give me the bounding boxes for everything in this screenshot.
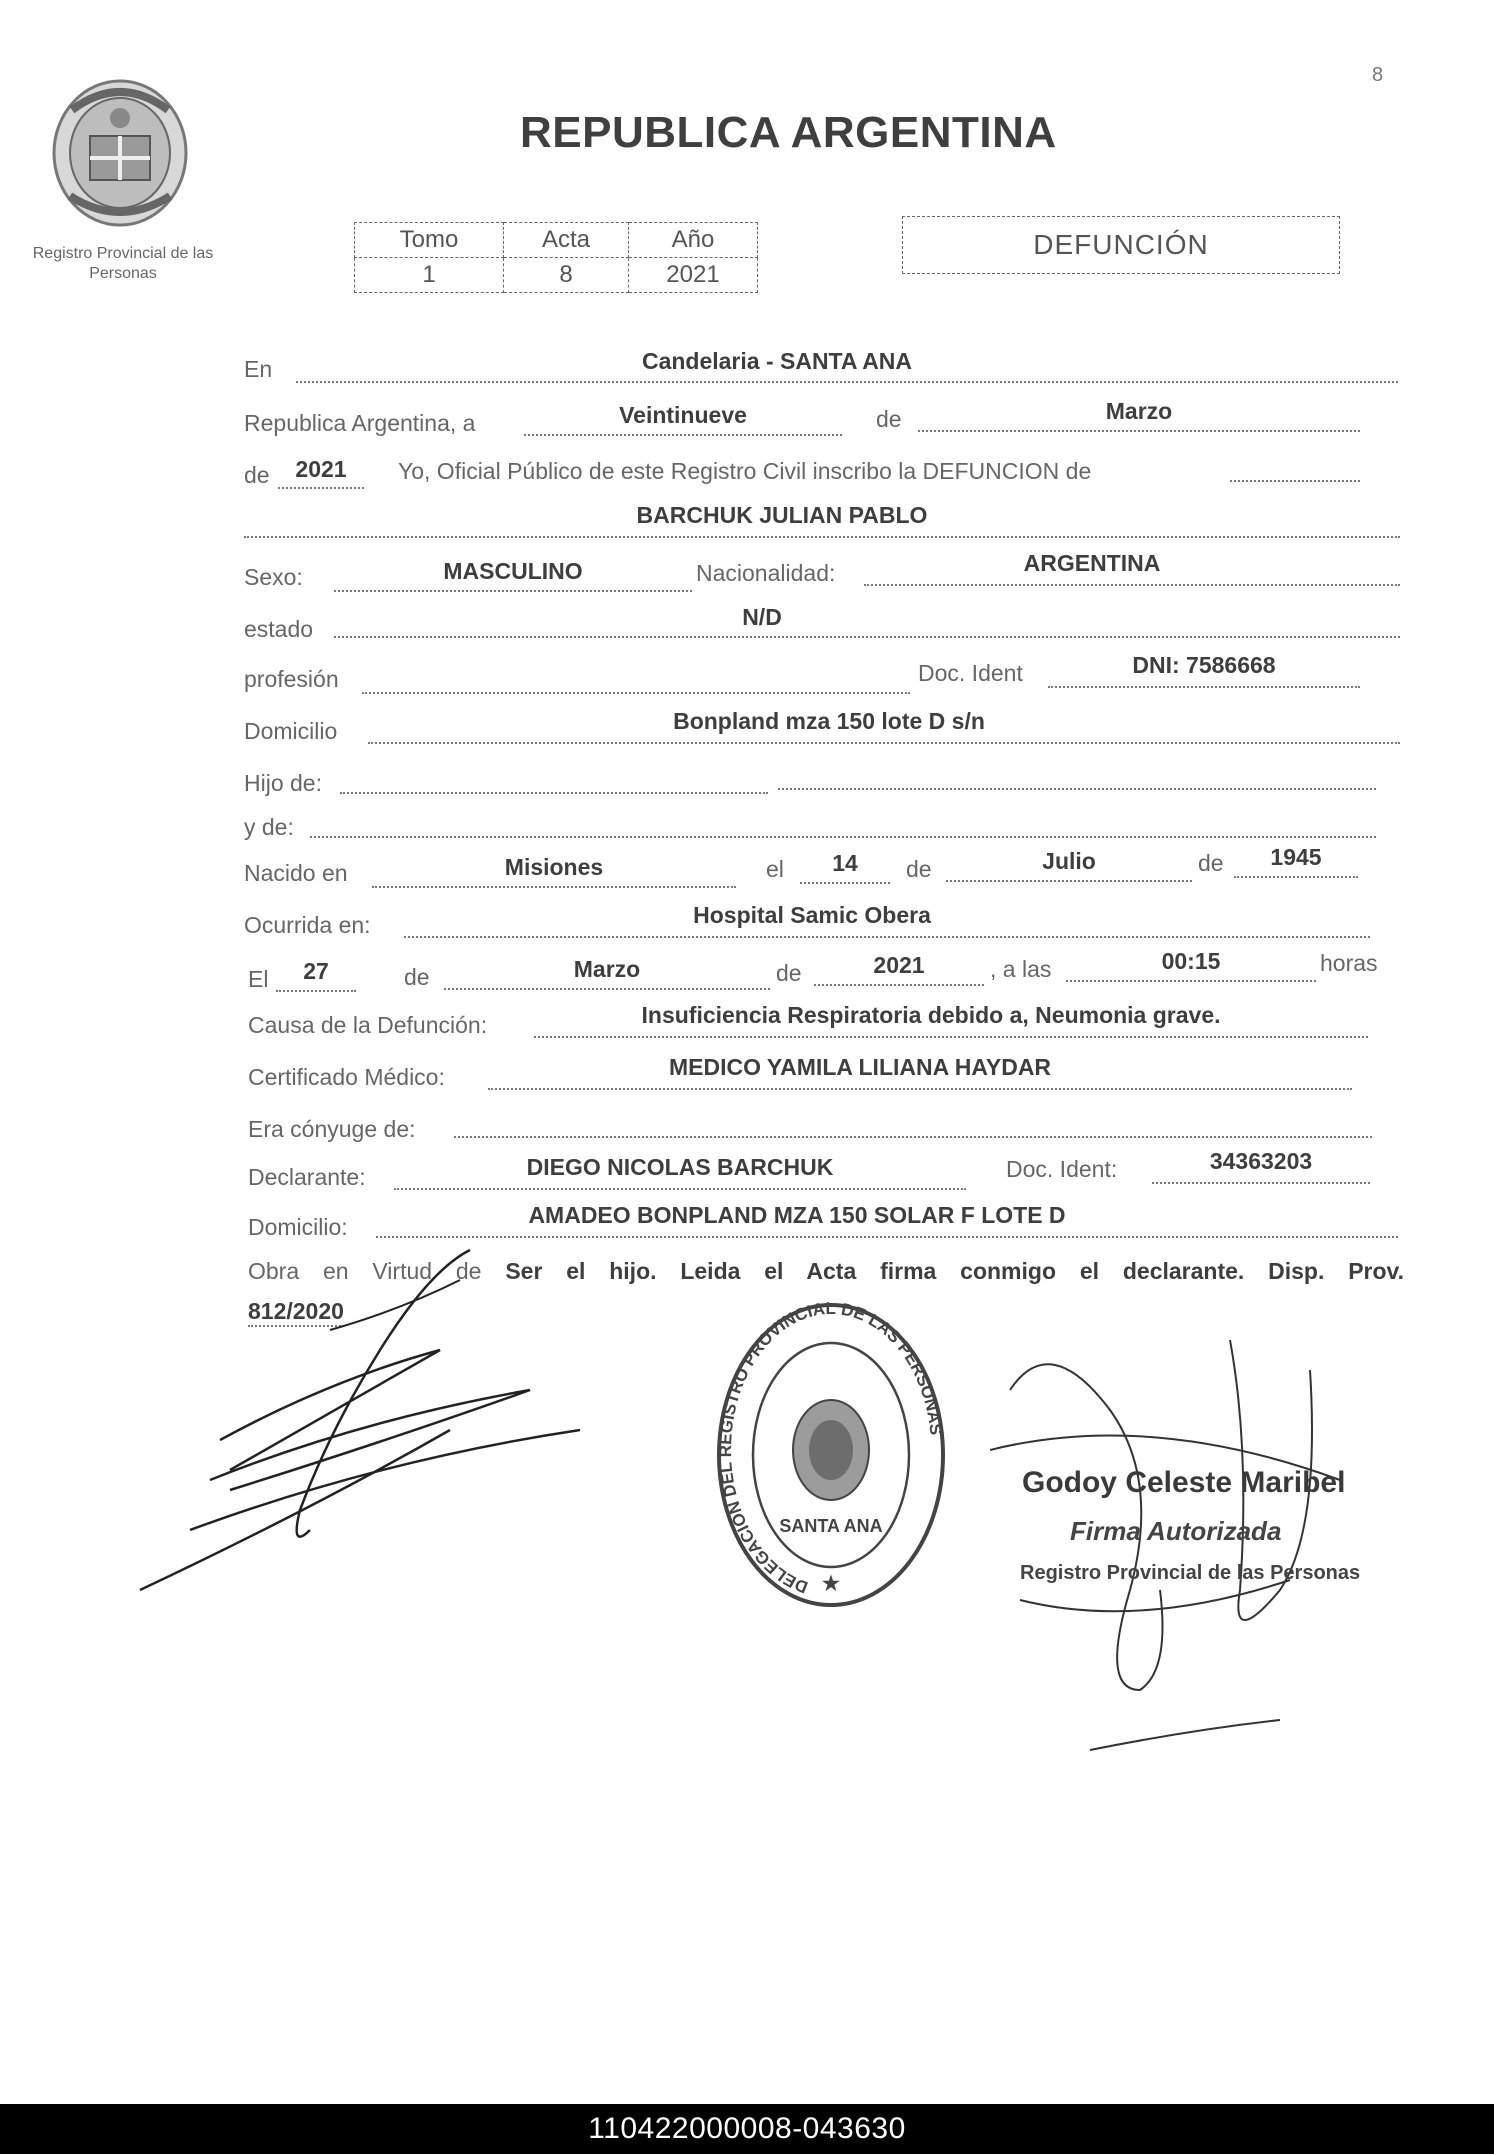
de-label-4: de xyxy=(1198,850,1224,876)
death-time-line xyxy=(1066,980,1316,982)
death-month-line xyxy=(444,988,770,990)
day-words-value: Veintinueve xyxy=(619,402,747,428)
ocurrida-value: Hospital Samic Obera xyxy=(693,902,931,928)
acta-value: 8 xyxy=(504,258,629,293)
stamp-locality: SANTA ANA xyxy=(779,1516,883,1536)
de-label-2: de xyxy=(244,462,270,488)
authorized-official-name: Godoy Celeste Maribel xyxy=(1022,1466,1346,1499)
official-signature xyxy=(990,1330,1390,1770)
deceased-name-value: BARCHUK JULIAN PABLO xyxy=(636,502,928,528)
declarante-line xyxy=(394,1188,966,1190)
declarante-value: DIEGO NICOLAS BARCHUK xyxy=(526,1154,834,1180)
nacionalidad-value: ARGENTINA xyxy=(1023,550,1161,576)
birth-day-value: 14 xyxy=(832,850,858,876)
en-label: En xyxy=(244,356,273,382)
death-day-line xyxy=(276,990,356,992)
provincial-seal-emblem xyxy=(50,78,190,228)
nacido-line xyxy=(372,886,736,888)
ocurrida-label: Ocurrida en: xyxy=(244,912,371,938)
y-de-label: y de: xyxy=(244,814,294,840)
year-value: 2021 xyxy=(295,456,347,482)
tomo-value: 1 xyxy=(355,258,504,293)
y-de-line xyxy=(310,836,1376,838)
nacido-en-value: Misiones xyxy=(504,854,604,880)
sexo-line xyxy=(334,590,692,592)
doc-ident-line xyxy=(1048,686,1360,688)
de-label-3: de xyxy=(906,856,932,882)
certificado-label: Certificado Médico: xyxy=(248,1064,445,1090)
document-code-footer: 110422000008-043630 xyxy=(0,2104,1494,2154)
declarante-doc-line xyxy=(1152,1182,1370,1184)
anio-value: 2021 xyxy=(629,258,758,293)
acta-header: Acta xyxy=(504,223,629,258)
domicilio-label: Domicilio xyxy=(244,718,338,744)
record-type-box: DEFUNCIÓN xyxy=(902,216,1340,274)
day-line xyxy=(524,434,842,436)
month-line xyxy=(918,430,1360,432)
delegation-stamp xyxy=(716,1300,946,1610)
tomo-acta-anio-table xyxy=(354,222,758,293)
anio-header: Año xyxy=(629,223,758,258)
domicilio2-label: Domicilio: xyxy=(248,1214,348,1240)
declaration-text: Yo, Oficial Público de este Registro Civil inscribo la DEFUNCION de xyxy=(398,458,1092,484)
month-words-value: Marzo xyxy=(1105,398,1173,424)
declarante-doc-value: 34363203 xyxy=(1209,1148,1313,1174)
certificado-line xyxy=(488,1088,1352,1090)
death-day-value: 27 xyxy=(303,958,329,984)
estado-line xyxy=(334,636,1400,638)
ocurrida-line xyxy=(404,936,1370,938)
a-las-label: , a las xyxy=(990,956,1052,982)
death-month-value: Marzo xyxy=(573,956,641,982)
place-value: Candelaria - SANTA ANA xyxy=(641,348,913,374)
conyuge-line xyxy=(454,1136,1372,1138)
doc-ident-value: DNI: 7586668 xyxy=(1132,652,1276,678)
birth-month-value: Julio xyxy=(1042,848,1096,874)
birth-day-line xyxy=(800,882,890,884)
de-label-1: de xyxy=(876,406,902,432)
death-time-value: 00:15 xyxy=(1161,948,1221,974)
causa-line xyxy=(534,1036,1368,1038)
document-title: REPUBLICA ARGENTINA xyxy=(520,108,1057,157)
nacionalidad-line xyxy=(864,584,1400,586)
stamp-star-icon: ★ xyxy=(822,1573,840,1595)
hijo-line-2 xyxy=(778,788,1376,790)
name-line xyxy=(244,536,1400,538)
profesion-label: profesión xyxy=(244,666,339,692)
el-label: el xyxy=(766,856,784,882)
estado-value: N/D xyxy=(742,604,782,630)
causa-value: Insuficiencia Respiratoria debido a, Neumonia grave. xyxy=(641,1002,1221,1028)
sexo-value: MASCULINO xyxy=(443,558,583,584)
disp-number: 812/2020 xyxy=(248,1298,344,1327)
el-label-2: El xyxy=(248,966,269,992)
year-line xyxy=(278,487,364,489)
obra-text: Ser el hijo. Leida el Acta firma conmigo el declarante. Disp. Prov. xyxy=(505,1258,1405,1284)
tomo-header: Tomo xyxy=(355,223,504,258)
domicilio-line xyxy=(368,742,1400,744)
death-year-line xyxy=(814,984,984,986)
republica-label: Republica Argentina, a xyxy=(244,410,476,436)
obra-label: Obra en Virtud de xyxy=(248,1258,482,1284)
hijo-de-label: Hijo de: xyxy=(244,770,322,796)
hijo-line-1 xyxy=(340,792,768,794)
de-label-6: de xyxy=(776,960,802,986)
declarant-signature xyxy=(130,1230,610,1610)
profesion-line xyxy=(362,692,910,694)
page-number: 8 xyxy=(1372,64,1384,86)
authorized-official-role: Firma Autorizada xyxy=(1070,1516,1282,1546)
domicilio-value: Bonpland mza 150 lote D s/n xyxy=(673,708,985,734)
doc-ident-label: Doc. Ident xyxy=(918,660,1023,686)
birth-year-value: 1945 xyxy=(1270,844,1322,870)
birth-month-line xyxy=(946,880,1192,882)
stamp-ring-text: DELEGACION DEL REGISTRO PROVINCIAL DE LAS PERSONAS xyxy=(716,1300,946,1597)
authorized-official-org: Registro Provincial de las Personas xyxy=(1020,1562,1361,1584)
doc-ident2-label: Doc. Ident: xyxy=(1006,1156,1118,1182)
nacido-label: Nacido en xyxy=(244,860,348,886)
birth-year-line xyxy=(1234,876,1358,878)
estado-label: estado xyxy=(244,616,314,642)
conyuge-label: Era cónyuge de: xyxy=(248,1116,416,1142)
registry-caption: Registro Provincial de las Personas xyxy=(32,245,214,282)
causa-label: Causa de la Defunción: xyxy=(248,1012,488,1038)
nacionalidad-label: Nacionalidad: xyxy=(696,560,836,586)
death-year-value: 2021 xyxy=(873,952,925,978)
sexo-label: Sexo: xyxy=(244,564,303,590)
declarante-domicilio-value: AMADEO BONPLAND MZA 150 SOLAR F LOTE D xyxy=(528,1202,1066,1228)
horas-label: horas xyxy=(1320,950,1378,976)
en-line xyxy=(296,381,1398,383)
declarante-label: Declarante: xyxy=(248,1164,366,1190)
declaration-line xyxy=(1230,480,1360,482)
certificado-value: MEDICO YAMILA LILIANA HAYDAR xyxy=(668,1054,1052,1080)
de-label-5: de xyxy=(404,964,430,990)
